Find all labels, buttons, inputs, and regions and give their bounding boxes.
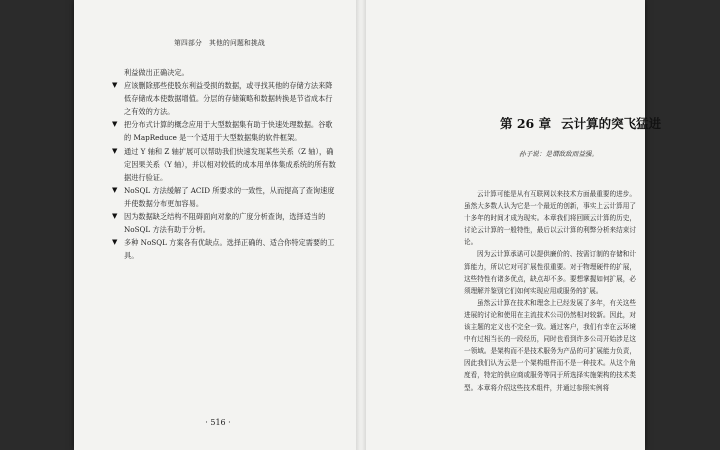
left-body <box>112 66 338 262</box>
chapter-number: 第 26 章 <box>500 116 552 131</box>
right-page <box>364 0 662 450</box>
bullet-item <box>112 184 338 210</box>
bullet-text: 因为数据缺乏结构不阻碍面向对象的广度分析查询，选择适当的 NoSQL 方法有助于分析。 <box>124 212 326 235</box>
bullet-item <box>112 210 338 236</box>
triangle-bullet-icon: ▼ <box>112 146 118 155</box>
triangle-bullet-icon: ▼ <box>112 185 118 194</box>
triangle-bullet-icon: ▼ <box>112 81 118 90</box>
bullet-text: 把分布式计算的概念应用于大型数据集有助于快速处理数据。谷歌的 MapReduce 是一个适用于大型数据集的软件框架。 <box>124 120 333 143</box>
bullet-text: NoSQL 方法缓解了 ACID 所要求的一致性，从而提高了查询速度并使数据分布更加容易。 <box>124 185 335 208</box>
book-spread <box>74 0 662 450</box>
page-number: · 516 · <box>205 418 231 427</box>
bullet-item <box>112 79 338 118</box>
running-head: 第四部分 其他的问题和挑战 <box>174 39 265 47</box>
body-paragraph: 虽然云计算在技术和理念上已经发展了多年，有关这些进展的讨论和使用在主流技术公司仍然相对较新。因此，对该主题的定义也不完全一致。通过客户，我们有幸在云环境中有过相当长的一段经历，同时也看到许多公司开始涉足这一领域。是架构而不是技术服务为产品的可扩展能力负责，因此我们认为云是一个架构组件而不是一种技术。从这个角度看，特定的供应商或服务等同于所选择实施架构的技术类型。本章将介绍这些技术组件，并通过参照实例将 <box>464 298 636 392</box>
chapter-title <box>500 114 661 132</box>
bullet-text: 应该删除那些使股东利益受损的数据，或寻找其他的存储方法来降低存储成本使数据增值。分层的存储策略和数据转换是节省成本行之有效的方法。 <box>124 81 333 117</box>
left-page <box>74 0 360 450</box>
bullet-item <box>112 236 338 262</box>
body-paragraph: 云计算可能是从有互联网以来技术方面最重要的进步。虽然大多数人认为它是一个最近的创新，事实上云计算用了十多年的时间才成为现实。本章我们将回顾云计算的历史，讨论云计算的一般特性，最后以云计算的利弊分析来结束讨论。 <box>464 190 636 247</box>
triangle-bullet-icon: ▼ <box>112 120 118 129</box>
right-body <box>464 188 636 394</box>
epigraph: 孙子说：是谓敌敌而益强。 <box>519 150 599 158</box>
bullet-item <box>112 145 338 184</box>
bullet-text: 通过 Y 轴和 Z 轴扩展可以帮助我们快速发现某些关系（Z 轴），确定因果关系（Y 轴），并以相对较低的成本用单体集成系统的所有数据进行验证。 <box>124 146 336 182</box>
bullet-item <box>112 118 338 144</box>
chapter-name: 云计算的突飞猛进 <box>561 116 662 131</box>
body-paragraph: 因为云计算承诺可以提供廉价的、按需订制的存储和计算能力，所以它对可扩展性很重要。对于物理硬件的扩展，这些特性有诸多优点，缺点却不多。要想掌握如何扩展，必须理解并鉴别它们如何实现应用或服务的扩展。 <box>464 250 636 295</box>
triangle-bullet-icon: ▼ <box>112 212 118 221</box>
continuation-text: 利益做出正确决定。 <box>124 68 189 77</box>
triangle-bullet-icon: ▼ <box>112 238 118 247</box>
bullet-text: 多种 NoSQL 方案各有优缺点。选择正确的、适合你特定需要的工具。 <box>124 238 335 261</box>
